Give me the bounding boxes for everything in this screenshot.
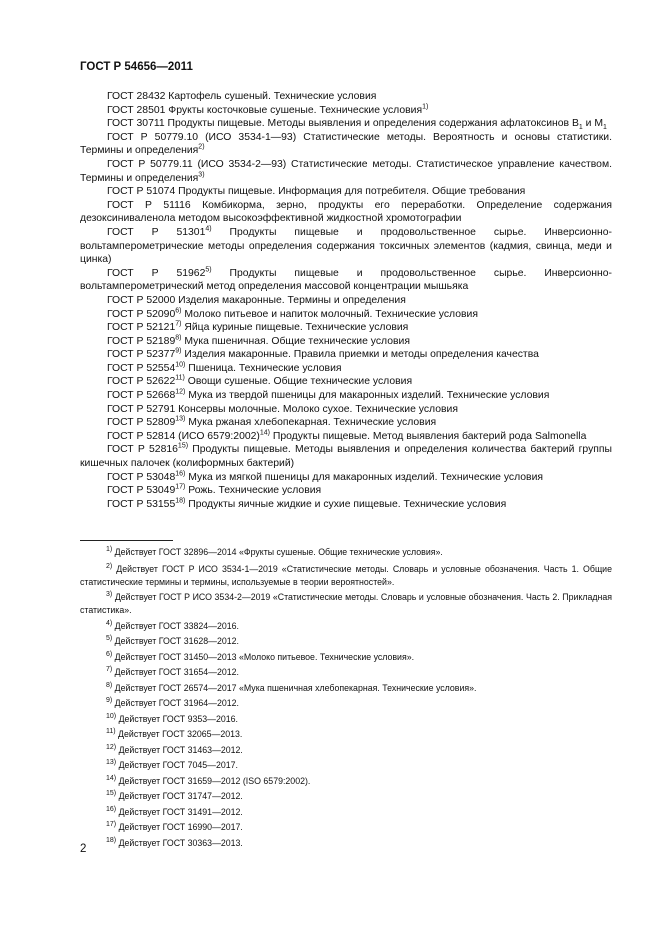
reference-item: ГОСТ Р 51962$^{5)}$ Продукты пищевые и продовольственное сырье. Инверсионно-вольтамперометрический метод определения массовой концентрации мышьяка	[80, 266, 613, 293]
footnote: $^{6)}$ Действует ГОСТ 31450—2013 «Молоко питьевое. Технические условия».	[106, 650, 415, 662]
reference-item: ГОСТ Р 52377$^{9)}$ Изделия макаронные. Правила приемки и методы определения качества	[107, 347, 539, 361]
page-number: 2	[80, 843, 87, 855]
footnote: $^{3)}$ Действует ГОСТ Р ИСО 3534-2—2019 «Статистические методы. Словарь и условные обозначения. Часть 2. Прикладная статистика».	[80, 590, 612, 615]
reference-item: ГОСТ 30711 Продукты пищевые. Методы выявления и определения содержания афлатоксинов $B_1$ и $M_1$	[107, 118, 607, 132]
reference-item: ГОСТ Р 52090$^{6)}$ Молоко питьевое и напиток молочный. Технические условия	[107, 307, 478, 320]
reference-item: ГОСТ Р 51074 Продукты пищевые. Информация для потребителя. Общие требования	[107, 186, 526, 198]
reference-list	[80, 90, 612, 511]
reference-item: ГОСТ Р 52809$^{13)}$ Мука ржаная хлебопекарная. Технические условия	[107, 415, 437, 429]
footnote: $^{15)}$ Действует ГОСТ 31747—2012.	[106, 790, 243, 801]
reference-item: ГОСТ Р 52814 (ИСО 6579:2002)$^{14)}$ Продукты пищевые. Метод выявления бактерий рода Salmonella	[107, 429, 587, 442]
reference-item: ГОСТ Р 52622$^{11)}$ Овощи сушеные. Общие технические условия	[107, 375, 413, 388]
footnote: $^{12)}$ Действует ГОСТ 31463—2012.	[106, 743, 243, 755]
footnote: $^{16)}$ Действует ГОСТ 31491—2012.	[106, 805, 243, 817]
footnote-separator	[80, 540, 173, 541]
reference-item: ГОСТ Р 50779.11 (ИСО 3534-2—93) Статистические методы. Статистическое управление качеством. Термины и определения$^{3)}$	[80, 158, 612, 184]
reference-item: ГОСТ Р 51116 Комбикорма, зерно, продукты его переработки. Определение содержания дезоксиниваленола методом высокоэффективной жидкостной хромотографии	[80, 199, 613, 225]
reference-item: ГОСТ 28501 Фрукты косточковые сушеные. Технические условия$^{1)}$	[107, 103, 429, 116]
reference-item: ГОСТ Р 53155$^{18)}$ Продукты яичные жидкие и сухие пищевые. Технические условия	[107, 497, 507, 510]
reference-item: ГОСТ Р 52791 Консервы молочные. Молоко сухое. Технические условия	[107, 403, 458, 415]
reference-item: ГОСТ Р 53049$^{17)}$ Рожь. Технические условия	[107, 483, 322, 497]
reference-item: ГОСТ Р 52668$^{12)}$ Мука из твердой пшеницы для макаронных изделий. Технические условия	[107, 388, 550, 402]
reference-item: ГОСТ Р 53048$^{16)}$ Мука из мягкой пшеницы для макаронных изделий. Технические условия	[107, 470, 544, 483]
footnote: $^{4)}$ Действует ГОСТ 33824—2016.	[106, 619, 239, 631]
reference-item: ГОСТ Р 50779.10 (ИСО 3534-1—93) Статистические методы. Вероятность и основы статистики. Термины и определения$^{2)}$	[80, 131, 612, 157]
footnote: $^{5)}$ Действует ГОСТ 31628—2012.	[106, 635, 239, 646]
document-header: ГОСТ Р 54656—2011	[80, 61, 193, 73]
footnote-list	[80, 545, 612, 851]
footnote: $^{13)}$ Действует ГОСТ 7045—2017.	[106, 759, 238, 770]
footnote: $^{2)}$ Действует ГОСТ Р ИСО 3534-1—2019 «Статистические методы. Словарь и условные обозначения. Часть 1. Общие статистические термины и термины, используемые в теории вероятностей».	[80, 562, 612, 587]
footnote: $^{8)}$ Действует ГОСТ 26574—2017 «Мука пшеничная хлебопекарная. Технические условия».	[106, 681, 477, 693]
reference-item: ГОСТ Р 52121$^{7)}$ Яйца куриные пищевые. Технические условия	[107, 320, 409, 334]
reference-item: ГОСТ Р 52189$^{8)}$ Мука пшеничная. Общие технические условия	[107, 334, 410, 347]
reference-item: ГОСТ Р 52816$^{15)}$ Продукты пищевые. Методы выявления и определения количества бактерий группы кишечных палочек (колиформных бактерий)	[80, 442, 612, 470]
reference-item: ГОСТ Р 51301$^{4)}$ Продукты пищевые и продовольственное сырье. Инверсионно-вольтамперометрические методы определения содержания токсичных элементов (кадмия, свинца, меди и цинка)	[80, 225, 613, 266]
footnote: $^{17)}$ Действует ГОСТ 16990—2017.	[106, 821, 243, 832]
footnote: $^{14)}$ Действует ГОСТ 31659—2012 (ISO 6579:2002).	[106, 774, 311, 786]
footnote: $^{11)}$ Действует ГОСТ 32065—2013.	[106, 728, 243, 739]
reference-item: ГОСТ Р 52554$^{10)}$ Пшеница. Технические условия	[107, 361, 342, 374]
reference-item: ГОСТ 28432 Картофель сушеный. Технические условия	[107, 91, 377, 102]
footnote: $^{18)}$ Действует ГОСТ 30363—2013.	[106, 836, 243, 848]
footnote: $^{9)}$ Действует ГОСТ 31964—2012.	[106, 697, 239, 708]
footnote: $^{7)}$ Действует ГОСТ 31654—2012.	[106, 666, 239, 677]
reference-item: ГОСТ Р 52000 Изделия макаронные. Термины и определения	[107, 294, 406, 306]
footnote: $^{10)}$ Действует ГОСТ 9353—2016.	[106, 712, 238, 724]
footnote: $^{1)}$ Действует ГОСТ 32896—2014 «Фрукты сушеные. Общие технические условия».	[106, 546, 443, 557]
